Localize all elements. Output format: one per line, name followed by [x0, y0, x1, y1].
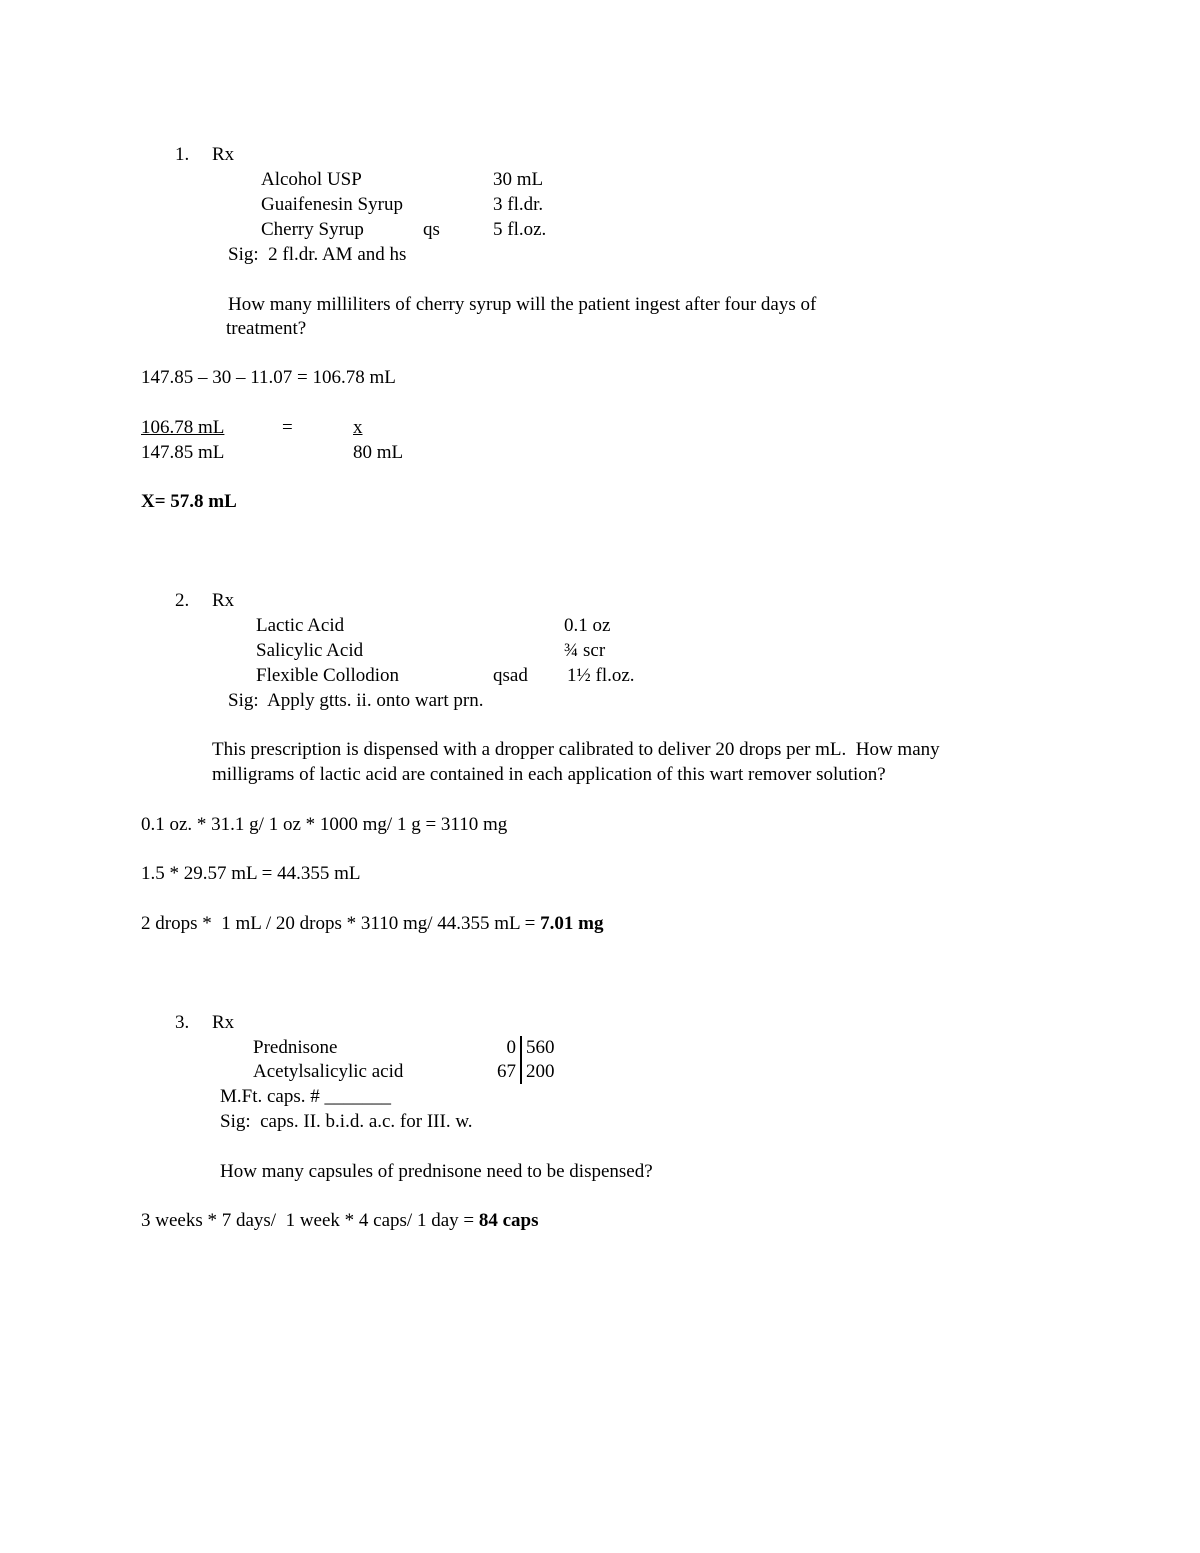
problem-number: 2. [175, 590, 190, 611]
sig-line: Sig: Apply gtts. ii. onto wart prn. [228, 690, 484, 711]
problem-number: 3. [175, 1012, 190, 1033]
ingredient-right-value: 200 [526, 1061, 555, 1082]
ingredient-right-value: 560 [526, 1037, 555, 1058]
question-text: milligrams of lactic acid are contained in each application of this wart remover solution? [212, 764, 886, 785]
question-text: treatment? [226, 318, 307, 339]
calculation-line: 0.1 oz. * 31.1 g/ 1 oz * 1000 mg/ 1 g = 3110 mg [141, 814, 508, 835]
ratio-numerator-right: x [353, 417, 363, 438]
answer: 7.01 mg [540, 913, 604, 934]
ingredient-name: Alcohol USP [261, 169, 362, 190]
calculation-line: 147.85 – 30 – 11.07 = 106.78 mL [141, 367, 396, 388]
ingredient-amount: 30 mL [493, 169, 544, 190]
ingredient-name: Acetylsalicylic acid [253, 1061, 404, 1082]
ingredient-amount: 1½ fl.oz. [567, 665, 635, 686]
answer: 84 caps [478, 1210, 539, 1231]
ingredient-amount: ¾ scr [564, 640, 606, 661]
rx-label: Rx [212, 144, 235, 165]
ingredient-left-value: 0 [506, 1037, 516, 1058]
calculation-line: 1.5 * 29.57 mL = 44.355 mL [141, 863, 361, 884]
question-text: How many milliliters of cherry syrup will the patient ingest after four days of [228, 294, 817, 315]
ingredient-name: Prednisone [253, 1037, 338, 1058]
ingredient-amount: 0.1 oz [564, 615, 611, 636]
ratio-denominator-left: 147.85 mL [141, 442, 225, 463]
calculation-text: 3 weeks * 7 days/ 1 week * 4 caps/ 1 day = [141, 1210, 479, 1231]
sig-line: Sig: caps. II. b.i.d. a.c. for III. w. [220, 1111, 473, 1132]
ingredient-name: Lactic Acid [256, 615, 345, 636]
ingredient-amount: 3 fl.dr. [493, 194, 544, 215]
ingredient-amount: 5 fl.oz. [493, 219, 547, 240]
ingredient-name: Salicylic Acid [256, 640, 364, 661]
mft-line: M.Ft. caps. # _______ [220, 1086, 391, 1107]
calculation-text: 2 drops * 1 mL / 20 drops * 3110 mg/ 44.355 mL = [141, 913, 541, 934]
ingredient-qualifier: qs [423, 219, 440, 240]
ingredient-left-value: 67 [497, 1061, 516, 1082]
question-text: This prescription is dispensed with a dropper calibrated to deliver 20 drops per mL. How many [212, 739, 940, 760]
answer: X= 57.8 mL [141, 491, 237, 512]
calculation-line [141, 1211, 539, 1230]
question-text: How many capsules of prednisone need to be dispensed? [220, 1161, 653, 1182]
ingredient-name: Flexible Collodion [256, 665, 400, 686]
ratio-denominator-right: 80 mL [353, 442, 404, 463]
column-divider [520, 1036, 522, 1084]
ratio-numerator-left: 106.78 mL [141, 417, 225, 438]
rx-label: Rx [212, 590, 235, 611]
calculation-line [141, 914, 603, 933]
ratio-equals: = [282, 417, 293, 438]
ingredient-name: Cherry Syrup [261, 219, 364, 240]
problem-number: 1. [175, 144, 190, 165]
ingredient-qualifier: qsad [493, 665, 528, 686]
rx-label: Rx [212, 1012, 235, 1033]
sig-line: Sig: 2 fl.dr. AM and hs [228, 244, 407, 265]
ingredient-name: Guaifenesin Syrup [261, 194, 403, 215]
